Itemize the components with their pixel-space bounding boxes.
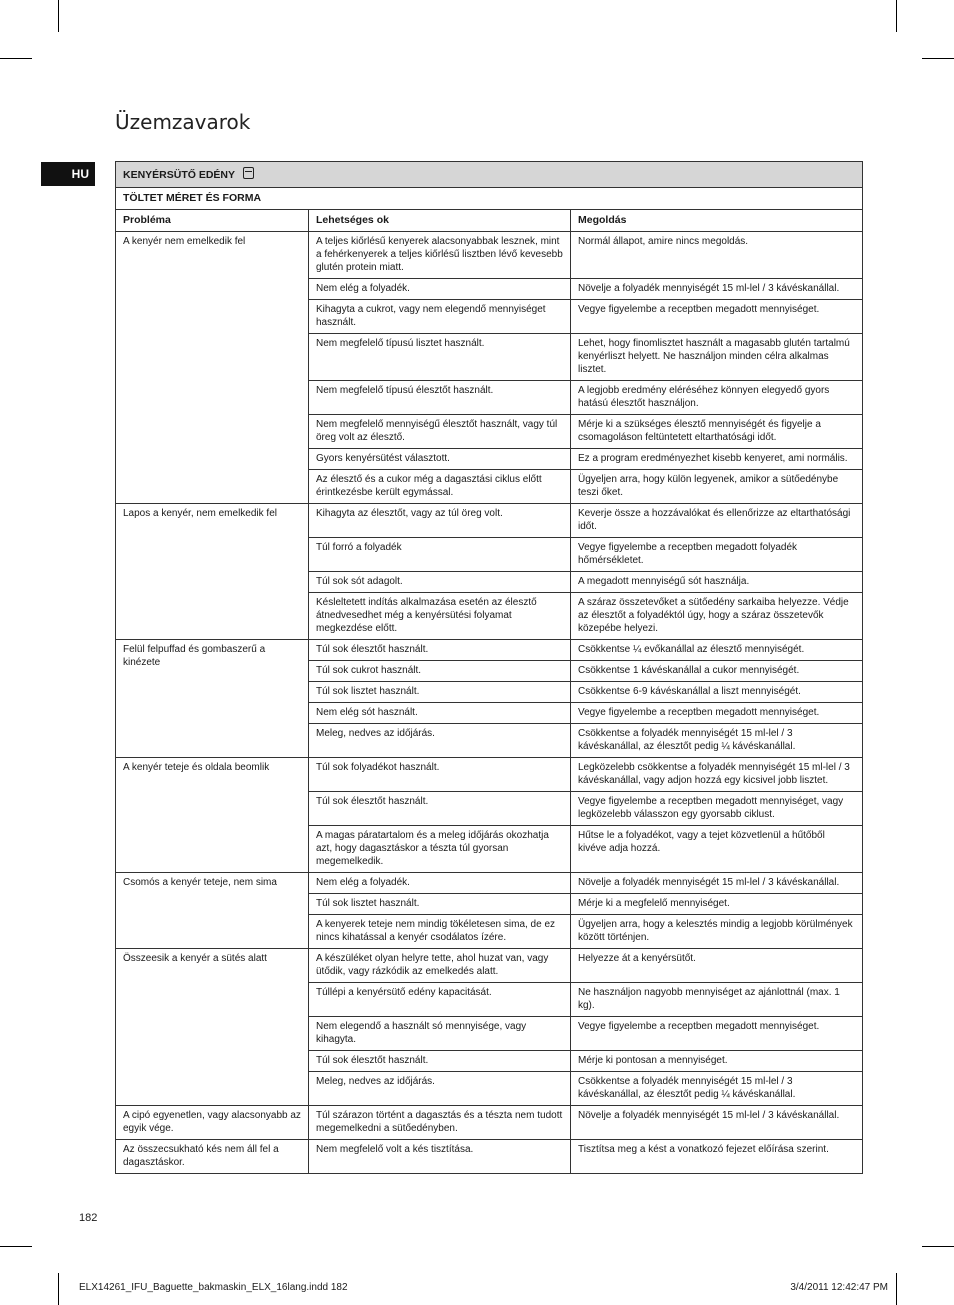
header-row [116, 210, 863, 232]
solution-cell: Csökkentse a folyadék mennyiségét 15 ml-lel / 3 kávéskanállal, az élesztőt pedig ¼ kávéskanállal. [571, 1072, 863, 1106]
solution-cell: A száraz összetevőket a sütőedény sarkaiba helyezze. Védje az élesztőt a folyadéktól úgy, hogy a száraz összetevők közepébe helyezi. [571, 593, 863, 640]
solution-cell: A megadott mennyiségű sót használja. [571, 572, 863, 593]
solution-cell: Tisztítsa meg a kést a vonatkozó fejezet előírása szerint. [571, 1140, 863, 1174]
bread-pan-icon [243, 167, 254, 179]
section-cell [116, 162, 863, 188]
solution-cell: Vegye figyelembe a receptben megadott mennyiséget, vagy legközelebb válasszon egy gyorsabb ciklust. [571, 792, 863, 826]
solution-cell: Vegye figyelembe a receptben megadott mennyiséget. [571, 1017, 863, 1051]
section-title: KENYÉRSÜTŐ EDÉNY [123, 169, 236, 181]
subsection-row [116, 188, 863, 210]
cause-cell: Nem elegendő a használt só mennyisége, vagy kihagyta. [309, 1017, 571, 1051]
cause-cell: Nem megfelelő volt a kés tisztítása. [309, 1140, 571, 1174]
cause-cell: A teljes kiőrlésű kenyerek alacsonyabbak lesznek, mint a fehérkenyerek a teljes kiőrlésű lisztben lévő kevesebb glutén protein miatt. [309, 232, 571, 279]
cause-cell: Kihagyta a cukrot, vagy nem elegendő mennyiséget használt. [309, 300, 571, 334]
cause-cell: A magas páratartalom és a meleg időjárás okozhatja azt, hogy dagasztáskor a tészta túl gyorsan megemelkedik. [309, 826, 571, 873]
table-row [116, 1106, 863, 1140]
crop-mark [922, 1246, 954, 1247]
solution-cell: Ne használjon nagyobb mennyiséget az ajánlottnál (max. 1 kg). [571, 983, 863, 1017]
crop-mark [0, 58, 32, 59]
solution-cell: Ez a program eredményezhet kisebb kenyeret, ami normális. [571, 449, 863, 470]
cause-cell: Túl sok lisztet használt. [309, 894, 571, 915]
solution-cell: Növelje a folyadék mennyiségét 15 ml-lel / 3 kávéskanállal. [571, 279, 863, 300]
solution-cell: Mérje ki pontosan a mennyiséget. [571, 1051, 863, 1072]
problem-cell: Összeesik a kenyér a sütés alatt [116, 949, 309, 1106]
cause-cell: Nem megfelelő típusú élesztőt használt. [309, 381, 571, 415]
problem-cell: Felül felpuffad és gombaszerű a kinézete [116, 640, 309, 758]
solution-cell: Hűtse le a folyadékot, vagy a tejet közvetlenül a hűtőből kivéve adja hozzá. [571, 826, 863, 873]
section-row [116, 162, 863, 188]
solution-cell: Ügyeljen arra, hogy a kelesztés mindig a legjobb körülmények között történjen. [571, 915, 863, 949]
table-row [116, 640, 863, 661]
problem-cell: A kenyér nem emelkedik fel [116, 232, 309, 504]
cause-cell: Az élesztő és a cukor még a dagasztási ciklus előtt érintkezésbe került egymással. [309, 470, 571, 504]
solution-cell: Csökkentse a folyadék mennyiségét 15 ml-lel / 3 kávéskanállal, az élesztőt pedig ¼ kávéskanállal. [571, 724, 863, 758]
footer-filename: ELX14261_IFU_Baguette_bakmaskin_ELX_16lang.indd 182 [79, 1282, 348, 1293]
cause-cell: Nem elég sót használt. [309, 703, 571, 724]
crop-mark [0, 1246, 32, 1247]
cause-cell: Meleg, nedves az időjárás. [309, 1072, 571, 1106]
problem-cell: Lapos a kenyér, nem emelkedik fel [116, 504, 309, 640]
problem-cell: Az összecsukható kés nem áll fel a dagasztáskor. [116, 1140, 309, 1174]
language-tab: HU [41, 162, 95, 186]
header-cause: Lehetséges ok [309, 210, 571, 232]
cause-cell: Túl szárazon történt a dagasztás és a tészta nem tudott megemelkedni a sütőedényben. [309, 1106, 571, 1140]
table-row [116, 232, 863, 279]
crop-mark [896, 0, 897, 32]
page-number: 182 [79, 1212, 98, 1224]
cause-cell: Nem megfelelő mennyiségű élesztőt használt, vagy túl öreg volt az élesztő. [309, 415, 571, 449]
solution-cell: A legjobb eredmény eléréséhez könnyen elegyedő gyors hatású élesztőt használjon. [571, 381, 863, 415]
solution-cell: Csökkentse ¼ evőkanállal az élesztő mennyiségét. [571, 640, 863, 661]
table-row [116, 949, 863, 983]
solution-cell: Normál állapot, amire nincs megoldás. [571, 232, 863, 279]
cause-cell: Késleltetett indítás alkalmazása esetén az élesztő átnedvesedhet még a kenyérsütési folyamat megkezdése előtt. [309, 593, 571, 640]
cause-cell: Túl sok cukrot használt. [309, 661, 571, 682]
cause-cell: Túl sok élesztőt használt. [309, 640, 571, 661]
problem-cell: A cipó egyenetlen, vagy alacsonyabb az egyik vége. [116, 1106, 309, 1140]
page-title: Üzemzavarok [115, 110, 251, 134]
cause-cell: Túl sok lisztet használt. [309, 682, 571, 703]
solution-cell: Csökkentse 6-9 kávéskanállal a liszt mennyiségét. [571, 682, 863, 703]
footer-timestamp: 3/4/2011 12:42:47 PM [790, 1282, 888, 1293]
troubleshooting-table [115, 161, 863, 1174]
cause-cell: A készüléket olyan helyre tette, ahol huzat van, vagy ütődik, vagy rázkódik az emelkedés alatt. [309, 949, 571, 983]
crop-mark [896, 1273, 897, 1305]
crop-mark [922, 58, 954, 59]
cause-cell: Túl sok sót adagolt. [309, 572, 571, 593]
solution-cell: Vegye figyelembe a receptben megadott mennyiséget. [571, 300, 863, 334]
table-row [116, 504, 863, 538]
crop-mark [58, 0, 59, 32]
cause-cell: Meleg, nedves az időjárás. [309, 724, 571, 758]
solution-cell: Mérje ki a szükséges élesztő mennyiségét és figyelje a csomagoláson feltüntetett eltarthatósági időt. [571, 415, 863, 449]
solution-cell: Vegye figyelembe a receptben megadott folyadék hőmérsékletet. [571, 538, 863, 572]
subsection-title: TÖLTET MÉRET ÉS FORMA [116, 188, 863, 210]
solution-cell: Legközelebb csökkentse a folyadék mennyiségét 15 ml-lel / 3 kávéskanállal, vagy adjon hozzá egy kicsivel jobb lisztet. [571, 758, 863, 792]
crop-mark [58, 1273, 59, 1305]
problem-cell: Csomós a kenyér teteje, nem sima [116, 873, 309, 949]
cause-cell: Nem elég a folyadék. [309, 279, 571, 300]
solution-cell: Növelje a folyadék mennyiségét 15 ml-lel / 3 kávéskanállal. [571, 873, 863, 894]
cause-cell: Nem elég a folyadék. [309, 873, 571, 894]
cause-cell: Nem megfelelő típusú lisztet használt. [309, 334, 571, 381]
cause-cell: A kenyerek teteje nem mindig tökéletesen sima, de ez nincs kihatással a kenyér csodálatos ízére. [309, 915, 571, 949]
solution-cell: Növelje a folyadék mennyiségét 15 ml-lel / 3 kávéskanállal. [571, 1106, 863, 1140]
cause-cell: Túl sok élesztőt használt. [309, 792, 571, 826]
solution-cell: Vegye figyelembe a receptben megadott mennyiséget. [571, 703, 863, 724]
cause-cell: Túl sok élesztőt használt. [309, 1051, 571, 1072]
solution-cell: Keverje össze a hozzávalókat és ellenőrizze az eltarthatósági időt. [571, 504, 863, 538]
solution-cell: Mérje ki a megfelelő mennyiséget. [571, 894, 863, 915]
table-row [116, 873, 863, 894]
table-row [116, 1140, 863, 1174]
solution-cell: Helyezze át a kenyérsütőt. [571, 949, 863, 983]
solution-cell: Ügyeljen arra, hogy külön legyenek, amikor a sütőedénybe teszi őket. [571, 470, 863, 504]
cause-cell: Kihagyta az élesztőt, vagy az túl öreg volt. [309, 504, 571, 538]
cause-cell: Gyors kenyérsütést választott. [309, 449, 571, 470]
cause-cell: Túl sok folyadékot használt. [309, 758, 571, 792]
table-row [116, 758, 863, 792]
problem-cell: A kenyér teteje és oldala beomlik [116, 758, 309, 873]
cause-cell: Túllépi a kenyérsütő edény kapacitását. [309, 983, 571, 1017]
cause-cell: Túl forró a folyadék [309, 538, 571, 572]
solution-cell: Csökkentse 1 kávéskanállal a cukor mennyiségét. [571, 661, 863, 682]
header-solution: Megoldás [571, 210, 863, 232]
solution-cell: Lehet, hogy finomlisztet használt a magasabb glutén tartalmú kenyérliszt helyett. Ne használjon minden célra alkalmas lisztet. [571, 334, 863, 381]
header-problem: Probléma [116, 210, 309, 232]
